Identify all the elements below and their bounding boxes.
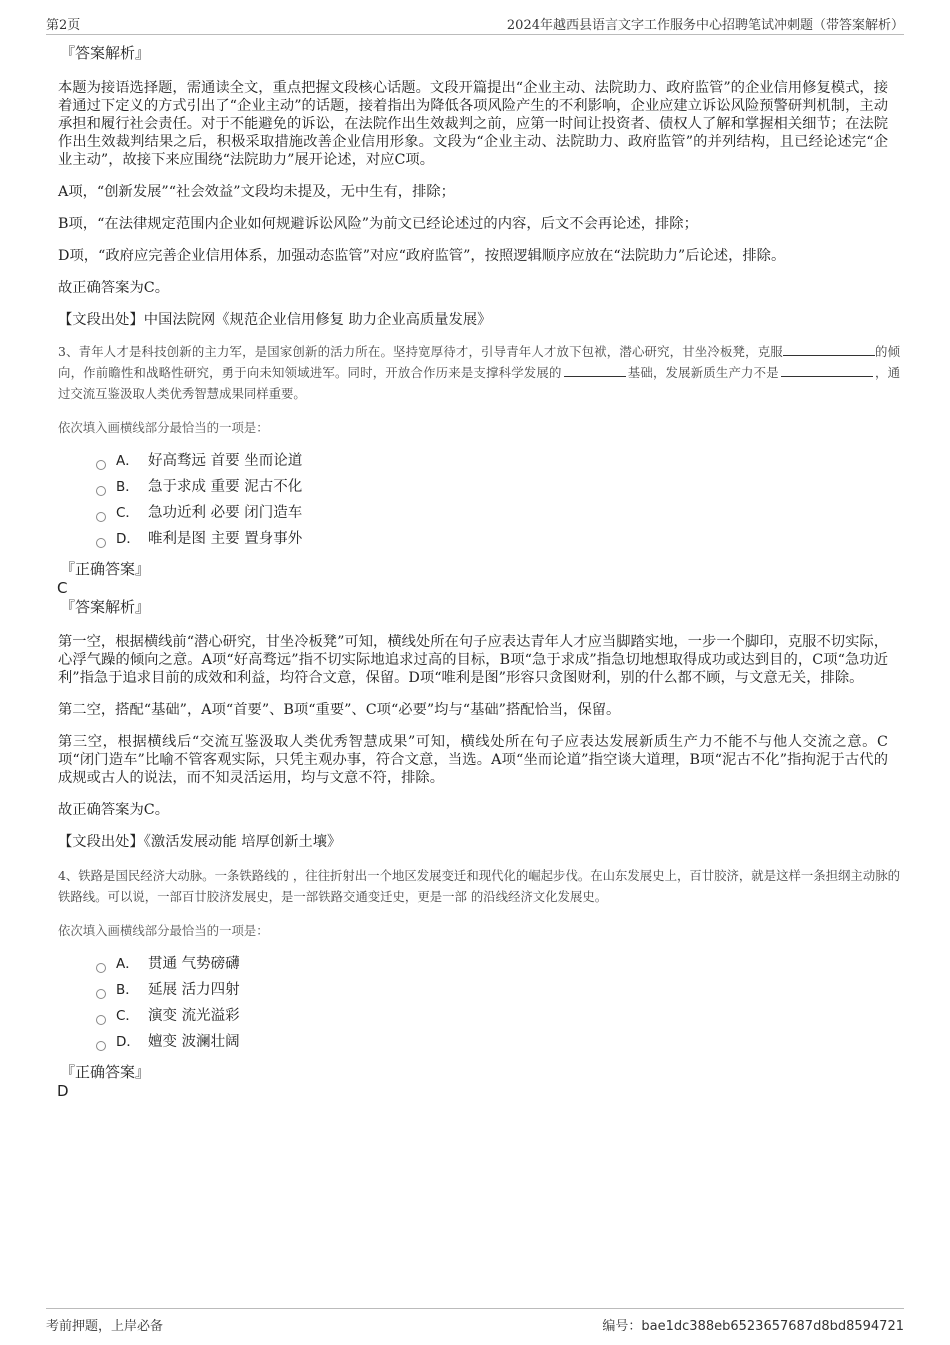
question-3-options [96,448,950,552]
question-4-options [96,951,950,1055]
q3-analysis-1: 第一空，根据横线前“潜心研究，甘坐冷板凳”可知，横线处所在句子应表达青年人才应当脚踏实地，一步一个脚印，克服不切实际，心浮气躁的倾向之意。A项“好高骛远”指不切实际地追求过高的目标，B项“急于求成”指急切地想取得成功或达到目的，C项“急功近利”指急于追求目前的成效和利益，均符合文意，保留。D项“唯利是图”形容只贪图财利，别的什么都不顾，与文意无关，排除。 [58,634,888,686]
radio-icon[interactable] [96,486,106,496]
question-3-prompt: 依次填入画横线部分最恰当的一项是： [58,420,269,435]
radio-icon[interactable] [96,989,106,999]
document-code: 编号：bae1dc388eb6523657687d8bd8594721 [602,1319,904,1334]
radio-icon[interactable] [96,963,106,973]
q2-conclusion: 故正确答案为C。 [58,280,170,296]
q2-source: 【文段出处】中国法院网《规范企业信用修复 助力企业高质量发展》 [58,312,492,328]
q3-correct-label: 『正确答案』 [60,560,151,578]
blank-2 [564,364,626,377]
blank-1 [783,343,875,356]
page-footer [46,1308,904,1333]
option-a[interactable]: A． 好高骛远 首要 坐而论道 [96,448,950,474]
option-c[interactable]: C． 演变 流光溢彩 [96,1003,950,1029]
q2-analysis-label: 『答案解析』 [60,44,151,62]
page-content [0,44,950,1101]
radio-icon[interactable] [96,512,106,522]
q3-source: 【文段出处】《激活发展动能 培厚创新土壤》 [58,834,342,850]
option-a[interactable]: A． 贯通 气势磅礴 [96,951,950,977]
radio-icon[interactable] [96,1015,106,1025]
radio-icon[interactable] [96,538,106,548]
page-header [46,12,904,35]
option-b[interactable]: B． 急于求成 重要 泥古不化 [96,474,950,500]
document-title: 2024年越西县语言文字工作服务中心招聘笔试冲刺题（带答案解析） [506,18,904,33]
radio-icon[interactable] [96,460,106,470]
q2-analysis-b: B项，“在法律规定范围内企业如何规避诉讼风险”为前文已经论述过的内容，后文不会再论述，排除； [58,216,698,232]
option-b[interactable]: B． 延展 活力四射 [96,977,950,1003]
blank-3 [781,364,873,377]
q3-analysis-3: 第三空，根据横线后“交流互鉴汲取人类优秀智慧成果”可知，横线处所在句子应表达发展新质生产力不能不与他人交流之意。C项“闭门造车”比喻不管客观实际，只凭主观办事，符合文意，当选。A项“坐而论道”指空谈大道理，B项“泥古不化”指拘泥于古代的成规或古人的说法，而不知灵活运用，均与文意不符，排除。 [58,734,888,786]
q3-analysis-2: 第二空，搭配“基础”，A项“首要”、B项“重要”、C项“必要”均与“基础”搭配恰当，保留。 [58,702,621,718]
option-c[interactable]: C． 急功近利 必要 闭门造车 [96,500,950,526]
radio-icon[interactable] [96,1041,106,1051]
footer-slogan: 考前押题，上岸必备 [46,1319,164,1334]
q2-analysis-d: D项，“政府应完善企业信用体系，加强动态监管”对应“政府监管”，按照逻辑顺序应放在“法院助力”后论述，排除。 [58,248,786,264]
q3-correct-answer: C [57,579,68,597]
question-3-text: 3、青年人才是科技创新的主力军，是国家创新的活力所在。坚持宽厚待才，引导青年人才放下包袱，潜心研究，甘坐冷板凳，克服 的倾向，作前瞻性和战略性研究，勇于向未知领域进军。同时，开放合作历来是支撑科学发展的 基础，发展新质生产力不是 ，通过交流互鉴汲取人类优秀智慧成果同样重要。 [58,344,901,401]
page-number: 第2页 [46,18,81,33]
q2-analysis-main: 本题为接语选择题，需通读全文，重点把握文段核心话题。文段开篇提出“企业主动、法院助力、政府监管”的企业信用修复模式，接着通过下定义的方式引出了“企业主动”的话题，接着指出为降低各项风险产生的不利影响，企业应建立诉讼风险预警研判机制，主动承担和履行社会责任。对于不能避免的诉讼，在法院作出生效裁判之前，应第一时间让投资者、债权人了解和掌握相关细节；在法院作出生效裁判结果之后，积极采取措施改善企业信用形象。文段为“企业主动、法院助力、政府监管”的并列结构，且已经论述完“企业主动”，故接下来应围绕“法院助力”展开论述，对应C项。 [58,80,888,168]
option-d[interactable]: D． 唯利是图 主要 置身事外 [96,526,950,552]
q3-analysis-label: 『答案解析』 [60,598,151,616]
q4-correct-label: 『正确答案』 [60,1063,151,1081]
option-d[interactable]: D． 嬗变 波澜壮阔 [96,1029,950,1055]
q2-analysis-a: A项，“创新发展”“社会效益”文段均未提及，无中生有，排除； [58,184,455,200]
question-4-prompt: 依次填入画横线部分最恰当的一项是： [58,923,269,938]
question-4-text: 4、铁路是国民经济大动脉。一条铁路线的 ，往往折射出一个地区发展变迁和现代化的崛起步伐。在山东发展史上，百廿胶济，就是这样一条担纲主动脉的铁路线。可以说，一部百廿胶济发展史，是一部铁路交通变迁史，更是一部 的沿线经济文化发展史。 [58,868,900,904]
q3-conclusion: 故正确答案为C。 [58,802,170,818]
q4-correct-answer: D [57,1082,69,1100]
